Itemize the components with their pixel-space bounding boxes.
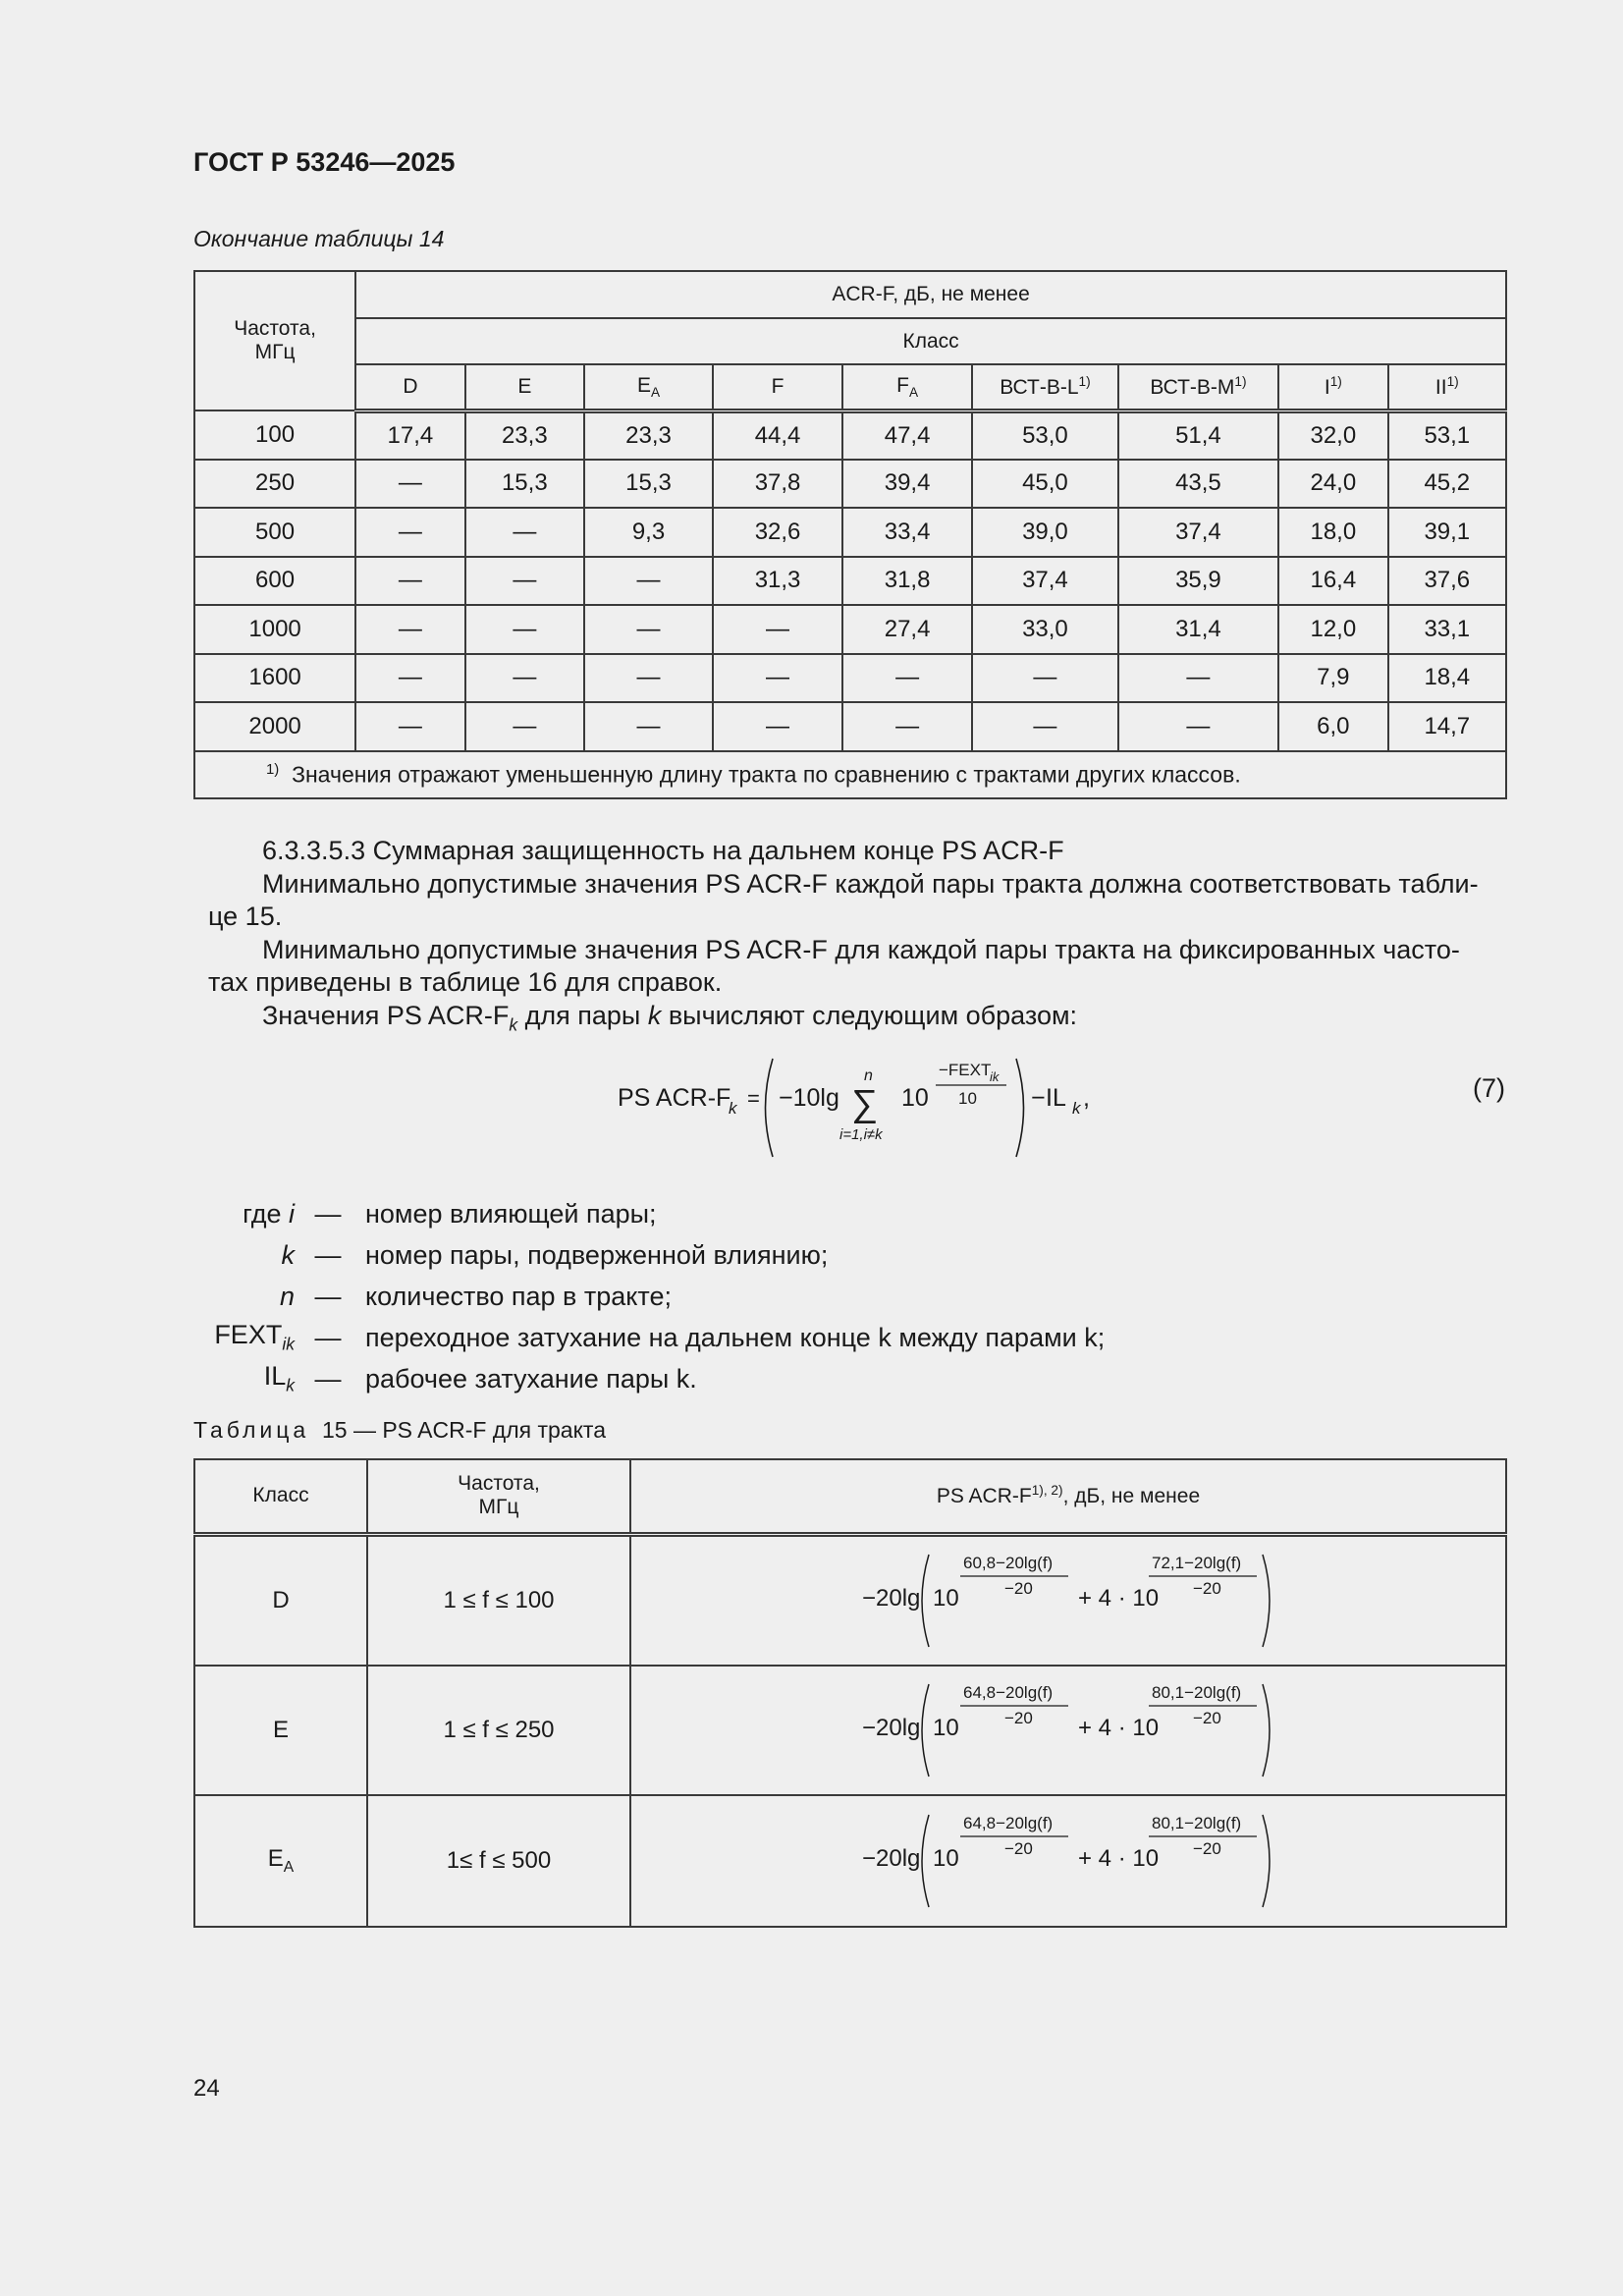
where-symbol: [147, 1282, 308, 1312]
class-name: E: [272, 1717, 289, 1743]
f-coef: −20lg: [862, 1715, 921, 1741]
where-desc: переходное затухание на дальнем конце k между парами k;: [365, 1322, 1106, 1352]
table-row: [194, 1666, 1506, 1795]
value-cell: —: [584, 702, 713, 751]
table15-caption-rest: 15 — PS ACR-F для тракта: [321, 1417, 606, 1443]
where-dash: —: [314, 1239, 342, 1270]
equation-number: (7): [1473, 1073, 1505, 1103]
where-item: [147, 1193, 1105, 1234]
symbol-sub: k: [286, 1375, 295, 1395]
value-cell: —: [465, 605, 584, 654]
value-cell: 18,4: [1388, 654, 1506, 703]
t15-col-class: Класс: [194, 1459, 367, 1534]
value-cell: 23,3: [465, 410, 584, 460]
value-cell: 31,8: [842, 557, 972, 606]
class-sup: 1): [1078, 373, 1091, 389]
value-cell: 53,1: [1388, 410, 1506, 460]
f-exp-den-1: −20: [1004, 1578, 1033, 1598]
f-plus-term: + 4 · 10: [1078, 1584, 1160, 1612]
class-header: Класс: [355, 318, 1506, 364]
group-header: ACR-F, дБ, не менее: [355, 271, 1506, 318]
where-desc: номер пары, подверженной влиянию;: [365, 1239, 829, 1270]
class-header-cell: [842, 364, 972, 410]
value-cell: —: [355, 702, 465, 751]
class-header-cell: [1278, 364, 1388, 410]
class-name: II: [1434, 375, 1447, 399]
value-cell: 44,4: [713, 410, 842, 460]
class-header-cell: [465, 364, 584, 410]
where-desc: номер влияющей пары;: [365, 1198, 657, 1229]
freq-cell: 100: [194, 410, 355, 460]
freq-range-cell: 1 ≤ f ≤ 250: [367, 1666, 630, 1795]
value-cell: 33,4: [842, 508, 972, 557]
value-cell: 23,3: [584, 410, 713, 460]
value-cell: —: [355, 508, 465, 557]
value-cell: 47,4: [842, 410, 972, 460]
class-header-cell: [584, 364, 713, 410]
table14-caption: Окончание таблицы 14: [193, 226, 445, 251]
class-sup: 1): [1446, 373, 1459, 389]
value-cell: 43,5: [1118, 460, 1278, 509]
value-cell: 7,9: [1278, 654, 1388, 703]
formula-cell: [630, 1534, 1506, 1666]
class-name: F: [896, 373, 909, 397]
t15-col-value-text: PS ACR-F: [936, 1485, 1032, 1508]
table-row: [194, 654, 1506, 703]
table-row: [194, 605, 1506, 654]
class-name: ВСТ-В-L: [1000, 375, 1079, 399]
table-row: [194, 702, 1506, 751]
f-right-paren: [1263, 1555, 1270, 1647]
value-cell: —: [584, 557, 713, 606]
value-cell: 37,8: [713, 460, 842, 509]
ps-acr-f-formula: [862, 1807, 1274, 1915]
symbol-text: i: [289, 1198, 295, 1229]
value-cell: 9,3: [584, 508, 713, 557]
t15-col-freq: [367, 1459, 630, 1534]
f-exp-num-1: 60,8−20lg(f): [963, 1553, 1054, 1572]
class-sub: A: [650, 384, 661, 400]
f7-il-sub: k: [1072, 1099, 1081, 1118]
value-cell: 15,3: [584, 460, 713, 509]
value-cell: —: [1118, 654, 1278, 703]
value-cell: —: [465, 702, 584, 751]
f-exp-den-2: −20: [1193, 1839, 1221, 1858]
f-exp-den-1: −20: [1004, 1839, 1033, 1858]
f-left-paren: [922, 1555, 929, 1647]
f-coef: −20lg: [862, 1845, 921, 1872]
where-dash: —: [314, 1322, 342, 1352]
ps-acr-f-formula: [862, 1676, 1274, 1784]
f7-minus: −: [1031, 1084, 1046, 1112]
table-14: [193, 270, 1507, 799]
class-cell: [194, 1795, 367, 1927]
formula-cell: [630, 1795, 1506, 1927]
value-cell: 27,4: [842, 605, 972, 654]
value-cell: —: [713, 654, 842, 703]
value-cell: 15,3: [465, 460, 584, 509]
t15-col-freq-line1: Частота,: [458, 1472, 540, 1496]
footnote-text: Значения отражают уменьшенную длину тракта по сравнению с трактами других классов.: [292, 761, 1241, 788]
formula-cell: [630, 1666, 1506, 1795]
paragraph-1-cont: це 15.: [208, 902, 283, 931]
section-heading: 6.3.3.5.3 Суммарная защищенность на дальнем конце PS ACR-F: [262, 836, 1064, 865]
f-exp-num-2: 72,1−20lg(f): [1152, 1553, 1242, 1572]
value-cell: —: [1118, 702, 1278, 751]
where-symbol: [147, 1361, 308, 1395]
class-name: E: [636, 373, 651, 397]
value-cell: 33,0: [972, 605, 1118, 654]
value-cell: —: [713, 702, 842, 751]
freq-header-line2: МГц: [254, 341, 296, 363]
f-left-paren: [922, 1684, 929, 1777]
table-row: [194, 410, 1506, 460]
value-cell: 32,6: [713, 508, 842, 557]
value-cell: —: [972, 654, 1118, 703]
value-cell: 45,2: [1388, 460, 1506, 509]
f7-base: 10: [901, 1084, 929, 1112]
freq-range-cell: 1≤ f ≤ 500: [367, 1795, 630, 1927]
value-cell: —: [972, 702, 1118, 751]
value-cell: 16,4: [1278, 557, 1388, 606]
value-cell: 45,0: [972, 460, 1118, 509]
f-plus-term: + 4 · 10: [1078, 1715, 1160, 1741]
where-symbol: [147, 1199, 308, 1230]
where-item: [147, 1276, 1105, 1317]
table-row: [194, 557, 1506, 606]
value-cell: 39,0: [972, 508, 1118, 557]
f7-il: IL: [1046, 1084, 1066, 1112]
class-name: E: [267, 1845, 284, 1873]
value-cell: —: [355, 460, 465, 509]
formula-7: [614, 1051, 1203, 1164]
freq-cell: 250: [194, 460, 355, 509]
p3-text-a: Значения PS ACR-F: [262, 1001, 510, 1030]
f-right-paren: [1263, 1684, 1270, 1777]
where-prefix: где: [243, 1198, 282, 1229]
f-base-1: 10: [933, 1715, 959, 1741]
class-name: ВСТ-В-М: [1150, 375, 1235, 399]
value-cell: —: [465, 508, 584, 557]
f7-sum-bottom: i=1,i≠k: [839, 1126, 883, 1143]
f7-lhs-sub: k: [729, 1099, 737, 1118]
f-exp-den-2: −20: [1193, 1578, 1221, 1598]
class-name: F: [771, 374, 784, 398]
freq-cell: 600: [194, 557, 355, 606]
f-exp-num-2: 80,1−20lg(f): [1152, 1683, 1242, 1702]
value-cell: 51,4: [1118, 410, 1278, 460]
value-cell: —: [465, 557, 584, 606]
class-name: I: [1324, 375, 1330, 399]
class-name: D: [272, 1586, 290, 1613]
where-dash: —: [314, 1363, 342, 1394]
class-header-cell: [355, 364, 465, 410]
where-item: [147, 1317, 1105, 1358]
f-base-1: 10: [933, 1584, 959, 1612]
table-row: [194, 508, 1506, 557]
f7-right-paren: [1016, 1059, 1024, 1157]
value-cell: —: [584, 654, 713, 703]
symbol-text: k: [281, 1239, 295, 1270]
class-sup: 1): [1234, 373, 1247, 389]
freq-cell: 1600: [194, 654, 355, 703]
class-sub: A: [908, 384, 919, 400]
f-exp-num-2: 80,1−20lg(f): [1152, 1814, 1242, 1832]
value-cell: —: [355, 605, 465, 654]
value-cell: 53,0: [972, 410, 1118, 460]
value-cell: 12,0: [1278, 605, 1388, 654]
table-row: [194, 1534, 1506, 1666]
freq-range-cell: 1 ≤ f ≤ 100: [367, 1534, 630, 1666]
value-cell: 18,0: [1278, 508, 1388, 557]
f-coef: −20lg: [862, 1584, 921, 1612]
t15-col-value: [630, 1459, 1506, 1534]
table15-caption: [193, 1417, 606, 1444]
value-cell: —: [713, 605, 842, 654]
f7-sigma: ∑: [851, 1083, 879, 1124]
paragraph-2: Минимально допустимые значения PS ACR-F для каждой пары тракта на фиксированных часто-: [262, 935, 1460, 964]
document-header: ГОСТ Р 53246—2025: [193, 147, 456, 177]
f7-eq: =: [747, 1086, 760, 1111]
value-cell: 35,9: [1118, 557, 1278, 606]
class-sub: A: [283, 1858, 295, 1876]
paragraph-3: [208, 1000, 1507, 1041]
f-exp-num-1: 64,8−20lg(f): [963, 1683, 1054, 1702]
where-item: [147, 1358, 1105, 1399]
f-exp-den-2: −20: [1193, 1709, 1221, 1727]
value-cell: —: [355, 654, 465, 703]
value-cell: 33,1: [1388, 605, 1506, 654]
value-cell: —: [584, 605, 713, 654]
value-cell: —: [842, 702, 972, 751]
f-right-paren: [1263, 1815, 1270, 1907]
table15-caption-word: Таблица: [193, 1417, 310, 1443]
value-cell: 37,4: [972, 557, 1118, 606]
f7-exp-num: −FEXT: [939, 1061, 992, 1079]
freq-header: [194, 271, 355, 410]
paragraph-1: Минимально допустимые значения PS ACR-F каждой пары тракта должна соответствовать табли-: [262, 869, 1479, 899]
class-sup: 1): [1329, 373, 1342, 389]
class-header-cell: [713, 364, 842, 410]
class-cell: [194, 1666, 367, 1795]
footnote-mark: 1): [266, 760, 280, 778]
value-cell: —: [465, 654, 584, 703]
value-cell: 24,0: [1278, 460, 1388, 509]
f7-exp-num-sub: ik: [990, 1069, 1000, 1084]
where-item: [147, 1234, 1105, 1276]
t15-col-freq-line2: МГц: [478, 1496, 519, 1519]
t15-col-value-unit: , дБ, не менее: [1062, 1485, 1201, 1508]
value-cell: 32,0: [1278, 410, 1388, 460]
f-base-1: 10: [933, 1845, 959, 1872]
f-left-paren: [922, 1815, 929, 1907]
p3-text-c: вычисляют следующим образом:: [661, 1001, 1078, 1030]
f7-coef: −10lg: [779, 1084, 839, 1112]
where-desc: количество пар в тракте;: [365, 1281, 672, 1311]
table14-footnote: [194, 751, 1506, 798]
freq-cell: 2000: [194, 702, 355, 751]
p3-sub: k: [509, 1014, 518, 1035]
where-symbol: [147, 1320, 308, 1354]
value-cell: 39,1: [1388, 508, 1506, 557]
where-dash: —: [314, 1281, 342, 1311]
freq-cell: 500: [194, 508, 355, 557]
f7-left-paren: [766, 1059, 774, 1157]
t15-col-value-sup: 1), 2): [1031, 1483, 1063, 1499]
f-exp-den-1: −20: [1004, 1709, 1033, 1727]
f7-comma: ,: [1083, 1084, 1090, 1112]
where-dash: —: [314, 1198, 342, 1229]
class-cell: [194, 1534, 367, 1666]
value-cell: 39,4: [842, 460, 972, 509]
where-desc: рабочее затухание пары k.: [365, 1363, 697, 1394]
table-15: [193, 1458, 1507, 1928]
paragraph-2-cont: тах приведены в таблице 16 для справок.: [208, 967, 723, 997]
class-name: E: [517, 374, 532, 398]
p3-text-b: для пары: [517, 1001, 648, 1030]
symbol-sub: ik: [282, 1334, 295, 1354]
value-cell: 37,4: [1118, 508, 1278, 557]
value-cell: 31,3: [713, 557, 842, 606]
value-cell: 37,6: [1388, 557, 1506, 606]
ps-acr-f-formula: [862, 1547, 1274, 1655]
symbol-text: n: [279, 1281, 295, 1311]
value-cell: 6,0: [1278, 702, 1388, 751]
freq-cell: 1000: [194, 605, 355, 654]
page-number: 24: [193, 2075, 220, 2102]
class-name: D: [403, 374, 418, 398]
where-symbol: [147, 1240, 308, 1271]
class-header-cell: [1118, 364, 1278, 410]
p3-k: k: [647, 1001, 662, 1030]
value-cell: —: [355, 557, 465, 606]
value-cell: 17,4: [355, 410, 465, 460]
class-header-cell: [972, 364, 1118, 410]
freq-header-line1: Частота,: [234, 317, 316, 340]
value-cell: 31,4: [1118, 605, 1278, 654]
value-cell: 14,7: [1388, 702, 1506, 751]
class-header-cell: [1388, 364, 1506, 410]
symbol-text: FEXT: [214, 1320, 283, 1350]
f7-exp-den: 10: [958, 1089, 977, 1108]
value-cell: —: [842, 654, 972, 703]
f-exp-num-1: 64,8−20lg(f): [963, 1814, 1054, 1832]
table-row: [194, 460, 1506, 509]
where-list: [147, 1193, 1105, 1399]
symbol-text: IL: [263, 1361, 287, 1392]
f-plus-term: + 4 · 10: [1078, 1845, 1160, 1872]
table-row: [194, 1795, 1506, 1927]
f7-sum-top: n: [864, 1067, 873, 1084]
f7-lhs: PS ACR-F: [618, 1084, 731, 1112]
